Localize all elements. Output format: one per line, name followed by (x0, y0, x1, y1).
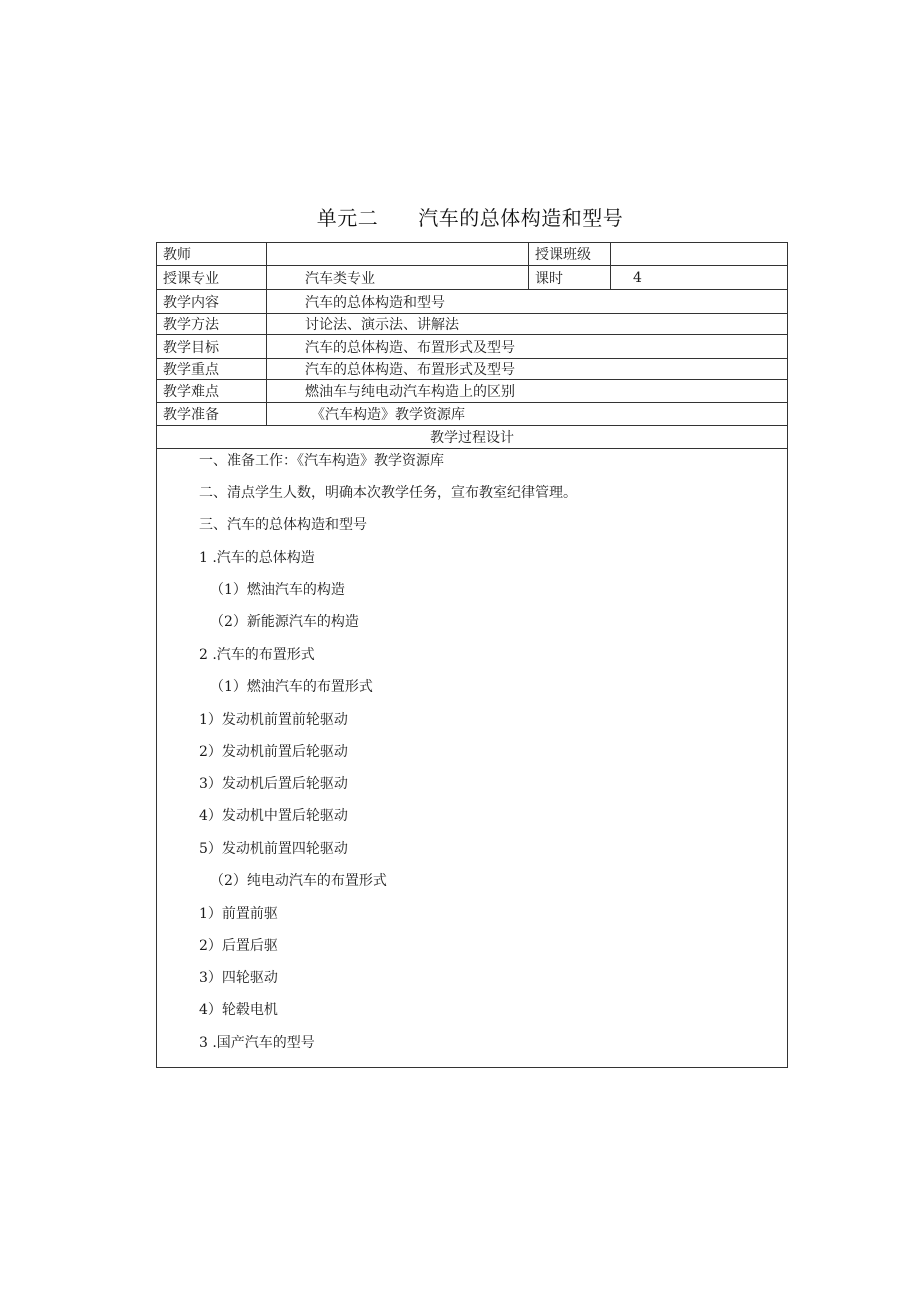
class-label: 授课班级 (529, 243, 611, 266)
method-value: 讨论法、演示法、讲解法 (267, 314, 788, 335)
process-line: （2）新能源汽车的构造 (210, 614, 359, 630)
row-method (157, 314, 788, 335)
process-line: 2）后置后驱 (199, 938, 278, 954)
process-line: 4）发动机中置后轮驱动 (199, 808, 348, 824)
goal-label: 教学目标 (157, 335, 267, 359)
hours-label: 课时 (529, 266, 611, 290)
process-line: （2）纯电动汽车的布置形式 (210, 873, 387, 889)
process-line: 1）前置前驱 (199, 906, 278, 922)
prep-label: 教学准备 (157, 403, 267, 426)
content-value: 汽车的总体构造和型号 (267, 290, 788, 314)
row-process-body (157, 449, 788, 1068)
row-difficulty (157, 380, 788, 403)
major-label: 授课专业 (157, 266, 267, 290)
content-label: 教学内容 (157, 290, 267, 314)
key-value: 汽车的总体构造、布置形式及型号 (267, 359, 788, 380)
process-line: 5）发动机前置四轮驱动 (199, 841, 348, 857)
process-line: 三、汽车的总体构造和型号 (199, 517, 367, 533)
process-line: 二、清点学生人数，明确本次教学任务，宣布教室纪律管理。 (199, 485, 577, 501)
difficulty-value: 燃油车与纯电动汽车构造上的区别 (267, 380, 788, 403)
process-line: 1 .汽车的总体构造 (199, 550, 315, 566)
lesson-plan-table (156, 242, 788, 1068)
row-prep (157, 403, 788, 426)
process-body (157, 449, 788, 1068)
document-title (0, 202, 920, 231)
hours-value: 4 (611, 266, 788, 290)
row-key (157, 359, 788, 380)
unit-name: 汽车的总体构造和型号 (418, 206, 624, 230)
process-line: （1）燃油汽车的布置形式 (210, 679, 373, 695)
unit-label: 单元二 (316, 206, 379, 230)
process-line: 3）发动机后置后轮驱动 (199, 776, 348, 792)
process-line: 2）发动机前置后轮驱动 (199, 744, 348, 760)
goal-value: 汽车的总体构造、布置形式及型号 (267, 335, 788, 359)
row-goal (157, 335, 788, 359)
prep-value: 《汽车构造》教学资源库 (267, 403, 788, 426)
process-line: 2 .汽车的布置形式 (199, 647, 315, 663)
process-heading: 教学过程设计 (157, 426, 788, 449)
teacher-value (267, 243, 529, 266)
class-value (611, 243, 788, 266)
process-line: 4）轮毂电机 (199, 1002, 278, 1018)
process-line: 一、准备工作：《汽车构造》教学资源库 (199, 453, 444, 469)
teacher-label: 教师 (157, 243, 267, 266)
row-major (157, 266, 788, 290)
difficulty-label: 教学难点 (157, 380, 267, 403)
process-line: 1）发动机前置前轮驱动 (199, 712, 348, 728)
key-label: 教学重点 (157, 359, 267, 380)
process-line: （1）燃油汽车的构造 (210, 582, 345, 598)
row-teacher (157, 243, 788, 266)
process-line: 3 .国产汽车的型号 (199, 1035, 315, 1051)
row-content (157, 290, 788, 314)
process-line: 3）四轮驱动 (199, 970, 278, 986)
major-value: 汽车类专业 (267, 266, 529, 290)
method-label: 教学方法 (157, 314, 267, 335)
row-process-heading (157, 426, 788, 449)
